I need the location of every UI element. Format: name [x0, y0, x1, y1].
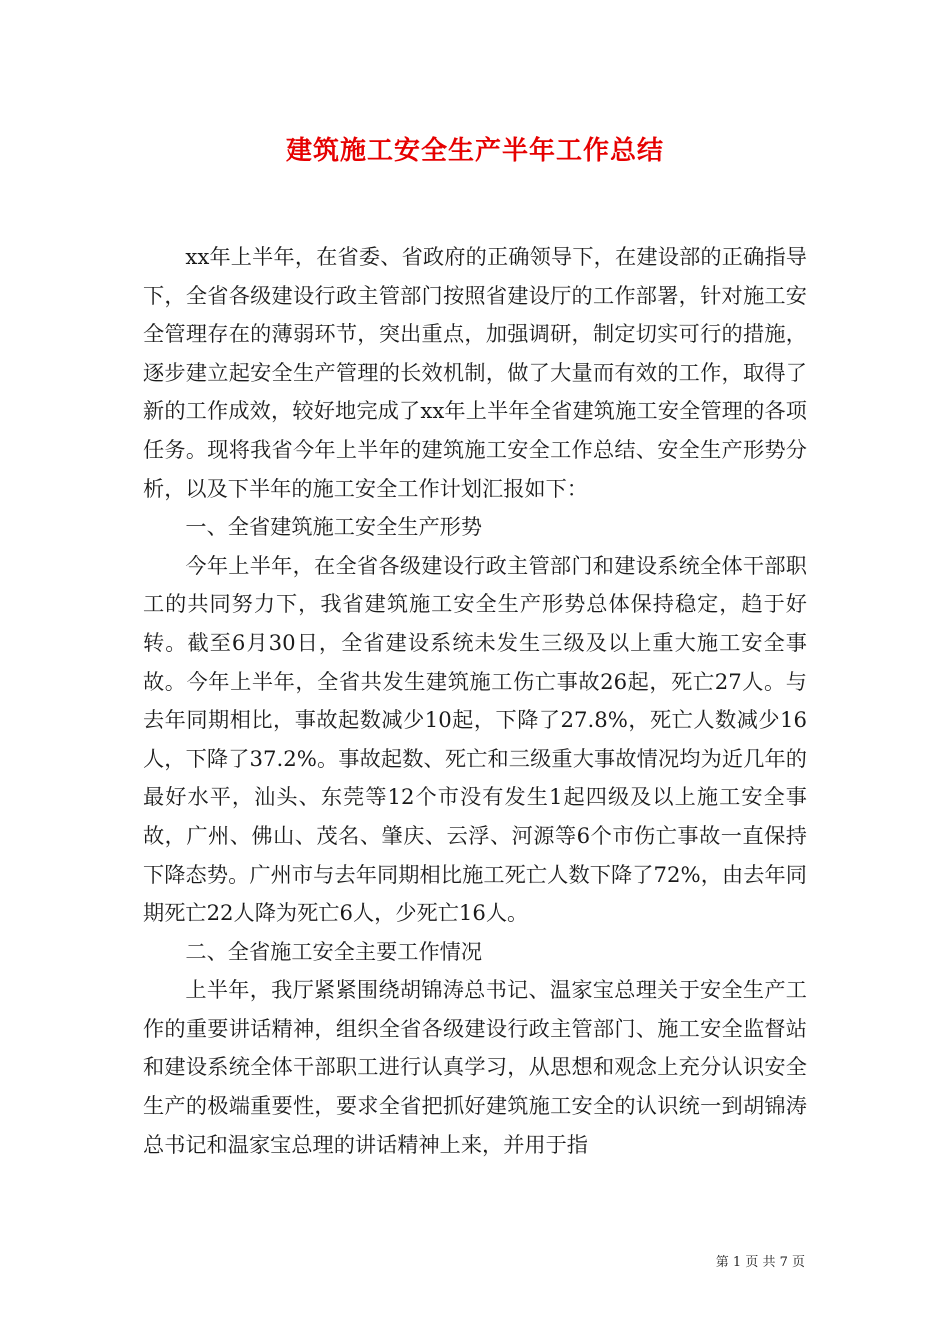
page-number-footer: 第 1 页 共 7 页: [715, 1255, 805, 1270]
section-heading-1: 一、全省建筑施工安全生产形势: [185, 514, 483, 540]
paragraph-intro: xx年上半年，在省委、省政府的正确领导下，在建设部的正确指导下，全省各级建设行政主管部门按照省建设厅的工作部署，针对施工安全管理存在的薄弱环节，突出重点，加强调研，制定切实可行的措施，逐步建立起安全生产管理的长效机制，做了大量而有效的工作，取得了新的工作成效，较好地完成了xx年上半年全省建筑施工安全管理的各项任务。现将我省今年上半年的建筑施工安全工作总结、安全生产形势分析，以及下半年的施工安全工作计划汇报如下：: [143, 244, 807, 501]
document-body: [143, 238, 807, 1164]
document-title: 建筑施工安全生产半年工作总结: [285, 136, 664, 166]
paragraph-safety-situation: 今年上半年，在全省各级建设行政主管部门和建设系统全体干部职工的共同努力下，我省建筑施工安全生产形势总体保持稳定，趋于好转。截至6月30日，全省建设系统未发生三级及以上重大施工安全事故。今年上半年，全省共发生建筑施工伤亡事故26起，死亡27人。与去年同期相比，事故起数减少10起，下降了27.8%，死亡人数减少16人，下降了37.2%。事故起数、死亡和三级重大事故情况均为近几年的最好水平，汕头、东莞等12个市没有发生1起四级及以上施工安全事故，广州、佛山、茂名、肇庆、云浮、河源等6个市伤亡事故一直保持下降态势。广州市与去年同期相比施工死亡人数下降了72%，由去年同期死亡22人降为死亡6人，少死亡16人。: [143, 552, 807, 926]
section-heading-2: 二、全省施工安全主要工作情况: [185, 938, 483, 964]
paragraph-main-work: 上半年，我厅紧紧围绕胡锦涛总书记、温家宝总理关于安全生产工作的重要讲话精神，组织全省各级建设行政主管部门、施工安全监督站和建设系统全体干部职工进行认真学习，从思想和观念上充分认识安全生产的极端重要性，要求全省把抓好建筑施工安全的认识统一到胡锦涛总书记和温家宝总理的讲话精神上来，并用于指: [143, 977, 807, 1157]
